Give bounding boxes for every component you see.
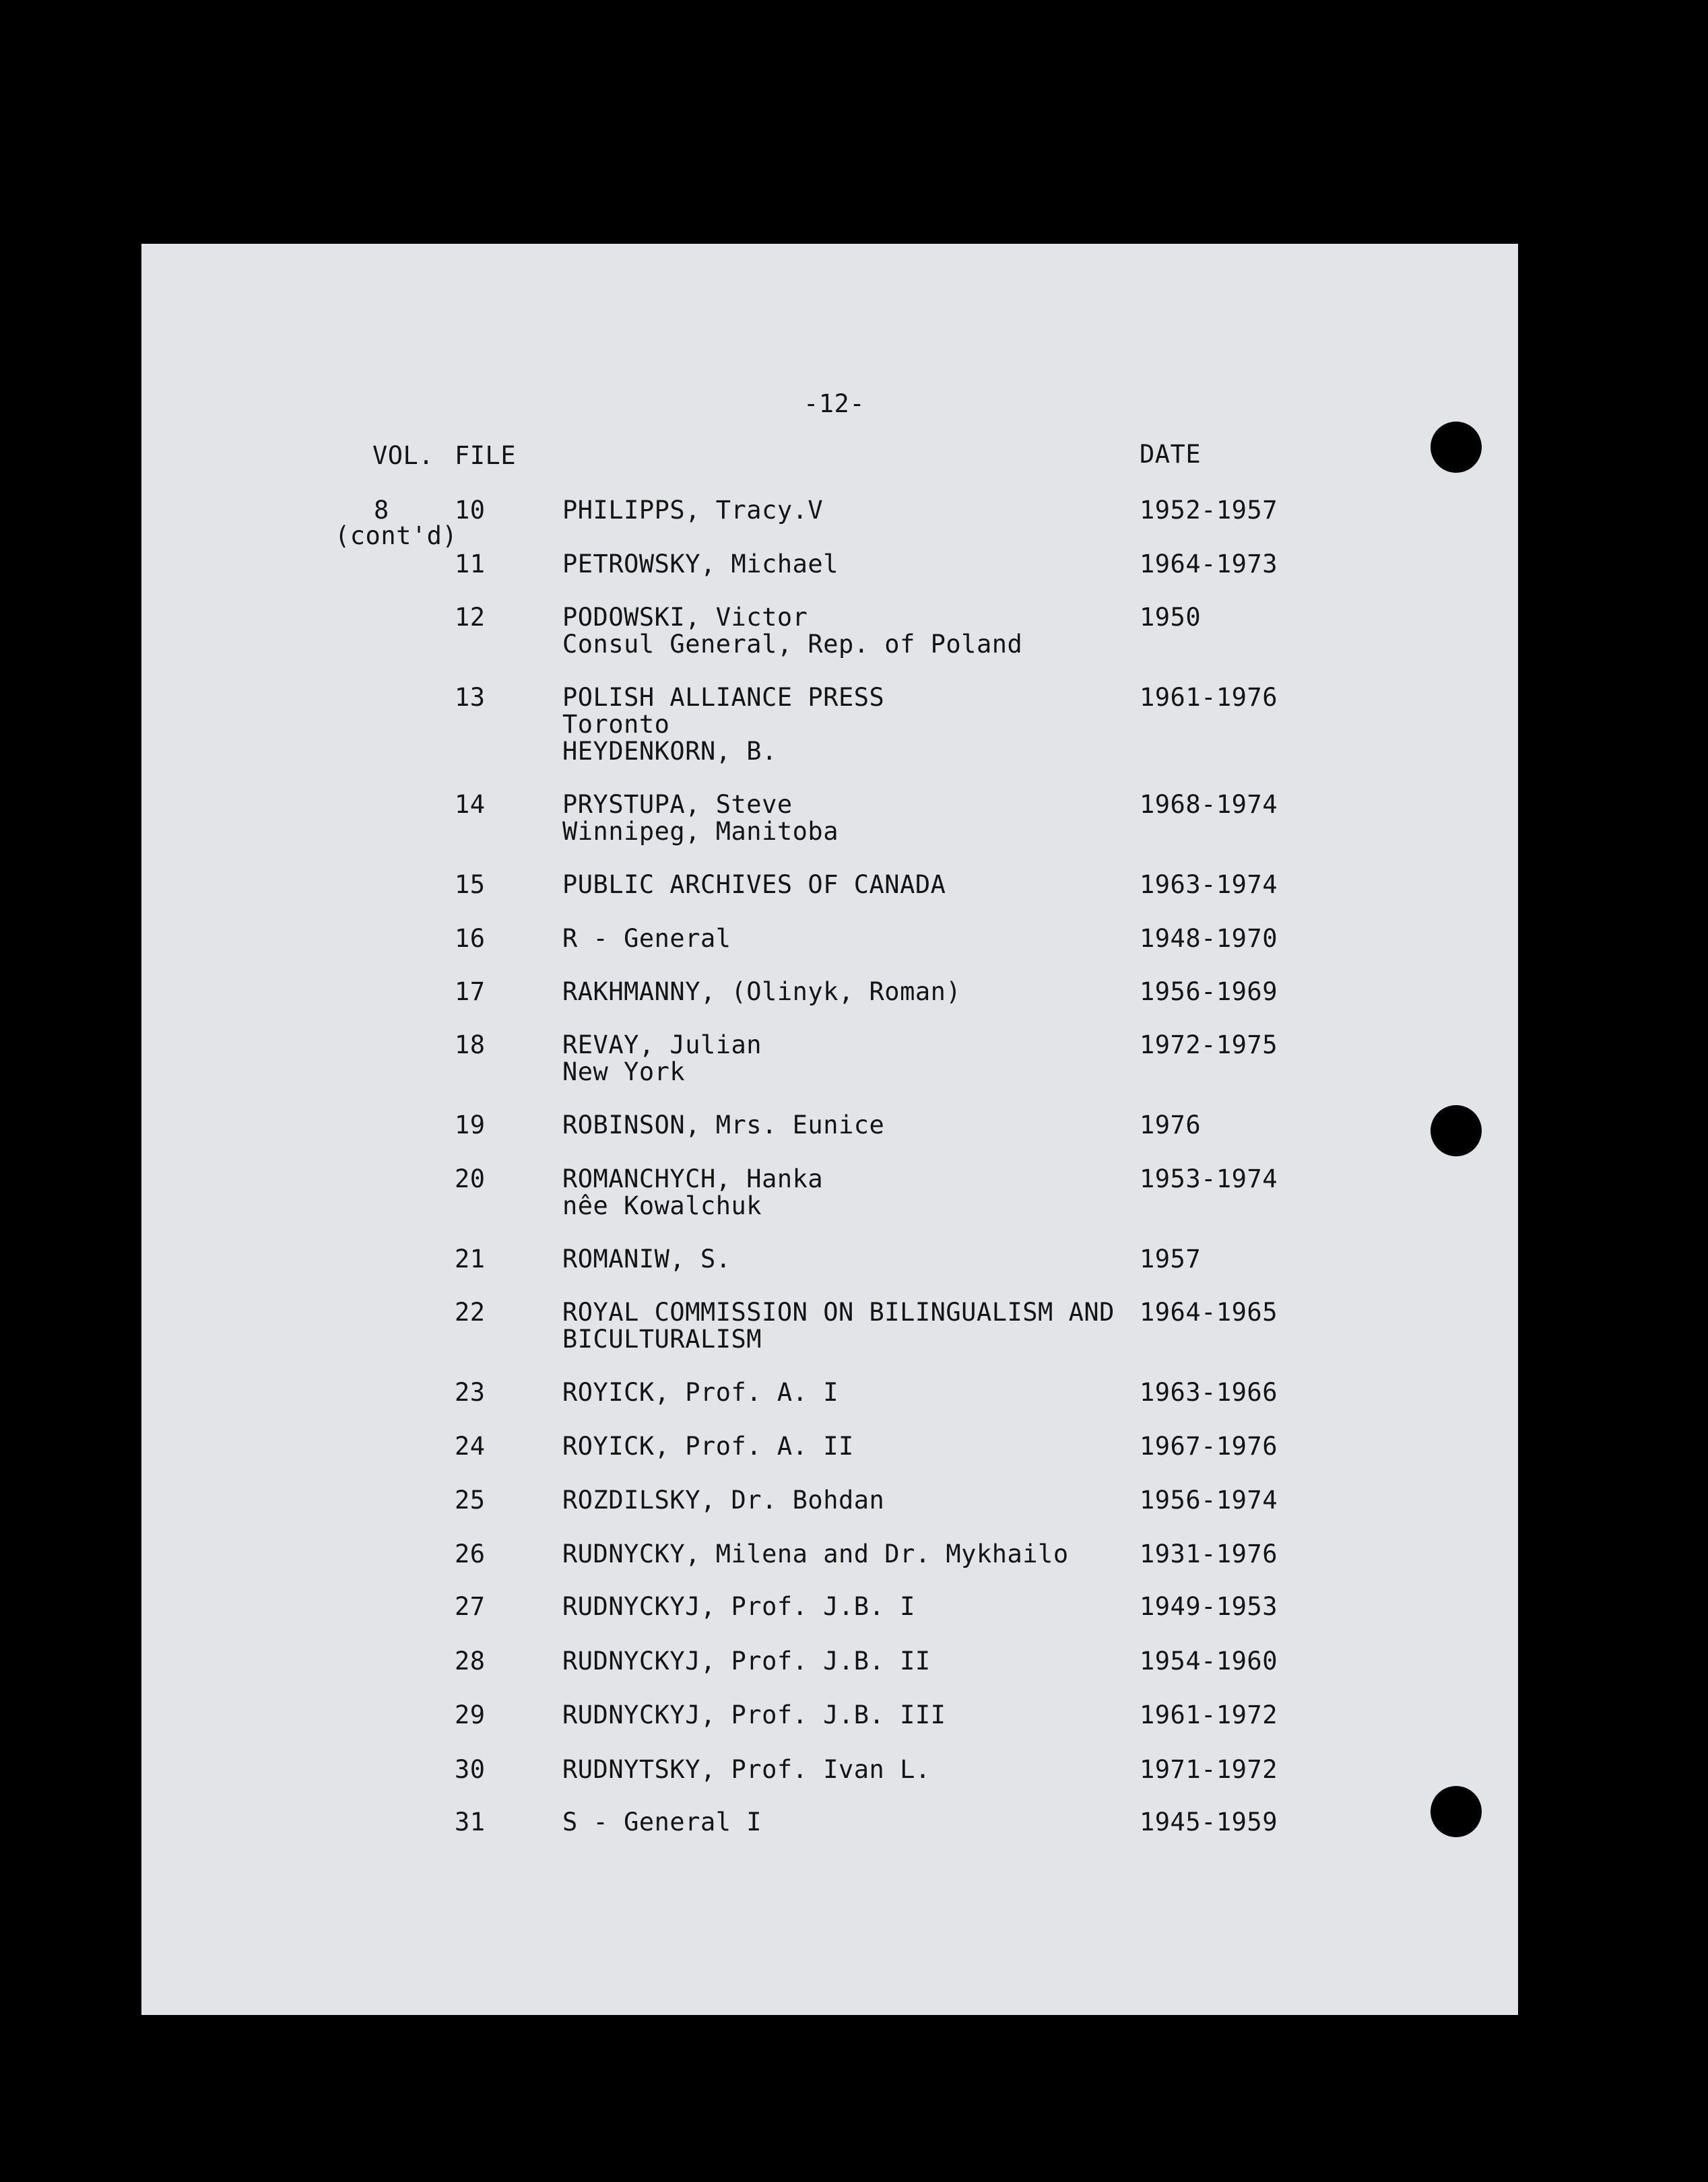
header-vol: VOL.: [372, 441, 434, 470]
file-date: 1954-1960: [1140, 1647, 1278, 1676]
file-name: RUDNYCKYJ, Prof. J.B. II: [562, 1647, 931, 1676]
file-name: ROYAL COMMISSION ON BILINGUALISM AND: [562, 1298, 1115, 1327]
file-name: ROYICK, Prof. A. II: [562, 1432, 854, 1461]
file-date: 1948-1970: [1140, 924, 1278, 953]
file-number: 13: [455, 683, 486, 712]
file-name: ROYICK, Prof. A. I: [562, 1378, 839, 1407]
file-detail-line: New York: [562, 1057, 686, 1086]
file-name: R - General: [562, 924, 731, 953]
file-date: 1957: [1140, 1245, 1202, 1274]
file-name: PETROWSKY, Michael: [562, 550, 839, 578]
file-name: PODOWSKI, Victor: [562, 603, 808, 632]
file-date: 1961-1972: [1140, 1700, 1278, 1729]
file-number: 30: [455, 1755, 486, 1784]
file-date: 1952-1957: [1140, 496, 1278, 525]
file-number: 15: [455, 870, 486, 899]
file-detail-line: nêe Kowalchuk: [562, 1191, 762, 1220]
file-date: 1956-1969: [1140, 977, 1278, 1006]
punch-hole-top: [1431, 422, 1482, 473]
page-number: -12-: [803, 389, 865, 418]
file-number: 27: [455, 1592, 486, 1621]
file-name: ROBINSON, Mrs. Eunice: [562, 1111, 885, 1139]
file-date: 1956-1974: [1140, 1486, 1278, 1515]
file-number: 25: [455, 1486, 486, 1515]
file-number: 11: [455, 550, 486, 578]
file-detail-line: HEYDENKORN, B.: [562, 737, 777, 766]
file-number: 12: [455, 603, 486, 632]
file-date: 1967-1976: [1140, 1432, 1278, 1461]
file-date: 1963-1974: [1140, 870, 1278, 899]
file-name: PHILIPPS, Tracy.V: [562, 496, 824, 525]
file-name: PUBLIC ARCHIVES OF CANADA: [562, 870, 946, 899]
file-name: ROMANCHYCH, Hanka: [562, 1164, 824, 1193]
header-date: DATE: [1140, 440, 1202, 469]
file-number: 16: [455, 924, 486, 953]
file-number: 28: [455, 1647, 486, 1676]
file-number: 22: [455, 1298, 486, 1327]
file-number: 18: [455, 1030, 486, 1059]
file-detail-line: Toronto: [562, 710, 670, 739]
file-date: 1964-1973: [1140, 550, 1278, 578]
file-detail-line: Consul General, Rep. of Poland: [562, 630, 1023, 659]
file-name: RUDNYCKY, Milena and Dr. Mykhailo: [562, 1540, 1069, 1568]
file-number: 24: [455, 1432, 486, 1461]
vol-number: 8: [374, 496, 389, 525]
file-date: 1961-1976: [1140, 683, 1278, 712]
file-detail-line: BICULTURALISM: [562, 1325, 762, 1354]
header-file: FILE: [455, 441, 517, 470]
file-number: 19: [455, 1111, 486, 1139]
file-detail-line: Winnipeg, Manitoba: [562, 817, 839, 846]
file-number: 20: [455, 1164, 486, 1193]
file-date: 1972-1975: [1140, 1030, 1278, 1059]
file-number: 26: [455, 1540, 486, 1568]
file-number: 23: [455, 1378, 486, 1407]
file-date: 1964-1965: [1140, 1298, 1278, 1327]
file-number: 29: [455, 1700, 486, 1729]
punch-hole-bottom: [1431, 1786, 1482, 1837]
file-date: 1945-1959: [1140, 1808, 1278, 1837]
file-name: RAKHMANNY, (Olinyk, Roman): [562, 977, 962, 1006]
file-date: 1949-1953: [1140, 1592, 1278, 1621]
file-name: RUDNYTSKY, Prof. Ivan L.: [562, 1755, 931, 1784]
file-name: PRYSTUPA, Steve: [562, 790, 793, 819]
file-number: 17: [455, 977, 486, 1006]
file-number: 14: [455, 790, 486, 819]
file-name: S - General I: [562, 1808, 762, 1837]
vol-continued-note: (cont'd): [335, 521, 458, 550]
file-name: RUDNYCKYJ, Prof. J.B. I: [562, 1592, 915, 1621]
file-date: 1931-1976: [1140, 1540, 1278, 1568]
file-number: 31: [455, 1808, 486, 1837]
file-name: ROMANIW, S.: [562, 1245, 731, 1274]
file-name: ROZDILSKY, Dr. Bohdan: [562, 1486, 885, 1515]
file-date: 1950: [1140, 603, 1202, 632]
file-number: 21: [455, 1245, 486, 1274]
file-name: RUDNYCKYJ, Prof. J.B. III: [562, 1700, 946, 1729]
file-date: 1976: [1140, 1111, 1202, 1139]
file-date: 1971-1972: [1140, 1755, 1278, 1784]
file-name: REVAY, Julian: [562, 1030, 762, 1059]
file-date: 1963-1966: [1140, 1378, 1278, 1407]
file-name: POLISH ALLIANCE PRESS: [562, 683, 885, 712]
file-date: 1953-1974: [1140, 1164, 1278, 1193]
file-date: 1968-1974: [1140, 790, 1278, 819]
punch-hole-middle: [1431, 1105, 1482, 1156]
file-number: 10: [455, 496, 486, 525]
